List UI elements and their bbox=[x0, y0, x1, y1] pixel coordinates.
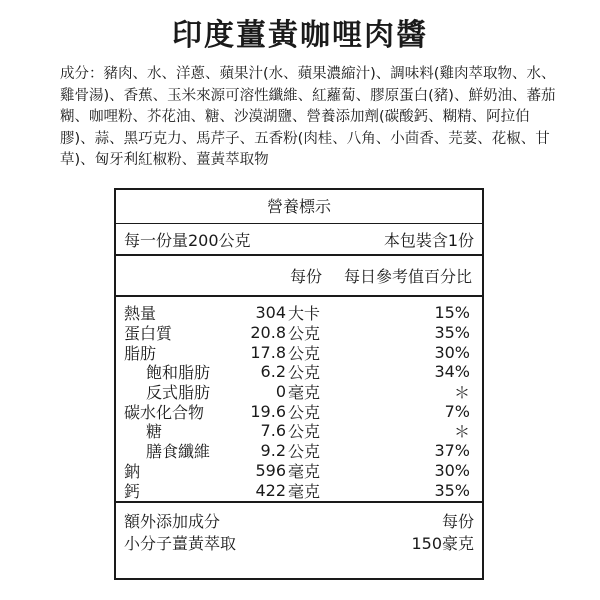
nutrient-daily-value: 7% bbox=[444, 401, 470, 421]
nutrient-value: 7.6 bbox=[260, 421, 286, 441]
nutrient-rows bbox=[116, 297, 482, 503]
nutrient-row bbox=[116, 303, 482, 323]
nutrient-unit: 毫克 bbox=[288, 383, 321, 403]
column-headers bbox=[116, 256, 482, 297]
nutrient-unit: 毫克 bbox=[288, 481, 321, 501]
daily-value-header: 每日參考值百分比 bbox=[343, 267, 472, 286]
extra-item-row bbox=[124, 533, 474, 555]
nutrient-daily-value: 30% bbox=[434, 460, 470, 480]
nutrient-unit: 大卡 bbox=[288, 304, 321, 324]
serving-size: 每一份量200公克 bbox=[124, 230, 251, 250]
nutrient-value: 422 bbox=[255, 480, 286, 500]
nutrient-daily-value: 37% bbox=[434, 441, 470, 461]
extra-item-name: 小分子薑黃萃取 bbox=[124, 534, 237, 553]
per-serving-header: 每份 bbox=[289, 267, 322, 286]
nutrient-value: 304 bbox=[255, 303, 286, 323]
nutrient-row bbox=[116, 323, 482, 343]
servings-per-pack: 本包裝含1份 bbox=[383, 230, 474, 250]
extra-header-row bbox=[124, 511, 474, 533]
nutrient-name: 鈉 bbox=[124, 461, 141, 481]
nutrient-daily-value: 34% bbox=[434, 362, 470, 382]
nutrient-row bbox=[116, 401, 482, 421]
serving-info bbox=[116, 224, 482, 256]
nutrient-daily-value: 35% bbox=[434, 323, 470, 343]
extra-ingredients bbox=[116, 503, 482, 555]
nutrient-unit: 公克 bbox=[288, 442, 321, 462]
extra-header-per-serving: 每份 bbox=[441, 512, 474, 531]
nutrient-daily-value: ＊ bbox=[453, 383, 470, 403]
nutrient-daily-value: 15% bbox=[434, 303, 470, 323]
nutrient-name: 蛋白質 bbox=[124, 324, 173, 344]
nutrient-name: 碳水化合物 bbox=[124, 402, 205, 422]
nutrient-value: 17.8 bbox=[250, 342, 286, 362]
nutrient-value: 6.2 bbox=[260, 362, 286, 382]
nutrient-value: 9.2 bbox=[260, 441, 286, 461]
nutrient-name: 反式脂肪 bbox=[146, 383, 211, 403]
nutrient-value: 19.6 bbox=[250, 401, 286, 421]
nutrient-row bbox=[116, 421, 482, 441]
ingredients-text: 成分：豬肉、水、洋蔥、蘋果汁(水、蘋果濃縮汁)、調味料(雞肉萃取物、水、雞骨湯)、香蕉、玉米來源可溶性纖維、紅蘿蔔、膠原蛋白(豬)、鮮奶油、蕃茄糊、咖哩粉、芥花油、糖、沙漠湖鹽、營養添加劑(碳酸鈣、糊精、阿拉伯膠)、蒜、黑巧克力、馬芹子、五香粉(肉桂、八角、小茴香、芫荽、花椒、甘草)、匈牙利紅椒粉、薑黃萃取物 bbox=[60, 66, 556, 168]
nutrient-row bbox=[116, 382, 482, 402]
extra-header-label: 額外添加成分 bbox=[124, 512, 221, 531]
nutrition-header: 營養標示 bbox=[116, 190, 482, 224]
nutrient-unit: 公克 bbox=[288, 402, 321, 422]
nutrition-facts-panel bbox=[114, 188, 484, 580]
nutrient-name: 糖 bbox=[146, 422, 163, 442]
nutrient-row bbox=[116, 362, 482, 382]
nutrient-unit: 毫克 bbox=[288, 461, 321, 481]
nutrient-name: 熱量 bbox=[124, 304, 157, 324]
nutrient-unit: 公克 bbox=[288, 363, 321, 383]
nutrient-row bbox=[116, 441, 482, 461]
extra-item-value: 150豪克 bbox=[411, 534, 474, 553]
nutrient-daily-value: ＊ bbox=[453, 422, 470, 442]
nutrient-unit: 公克 bbox=[288, 324, 321, 344]
nutrient-value: 596 bbox=[255, 460, 286, 480]
nutrient-row bbox=[116, 480, 482, 500]
nutrient-value: 0 bbox=[275, 382, 286, 402]
nutrient-name: 飽和脂肪 bbox=[146, 363, 211, 383]
nutrient-row bbox=[116, 342, 482, 362]
nutrient-name: 膳食纖維 bbox=[146, 442, 211, 462]
nutrient-name: 鈣 bbox=[124, 481, 141, 501]
nutrient-name: 脂肪 bbox=[124, 343, 157, 363]
nutrient-unit: 公克 bbox=[288, 343, 321, 363]
nutrient-unit: 公克 bbox=[288, 422, 321, 442]
product-title: 印度薑黃咖哩肉醬 bbox=[172, 18, 428, 53]
nutrient-daily-value: 30% bbox=[434, 342, 470, 362]
nutrient-daily-value: 35% bbox=[434, 480, 470, 500]
nutrient-row bbox=[116, 461, 482, 481]
nutrient-value: 20.8 bbox=[250, 323, 286, 343]
